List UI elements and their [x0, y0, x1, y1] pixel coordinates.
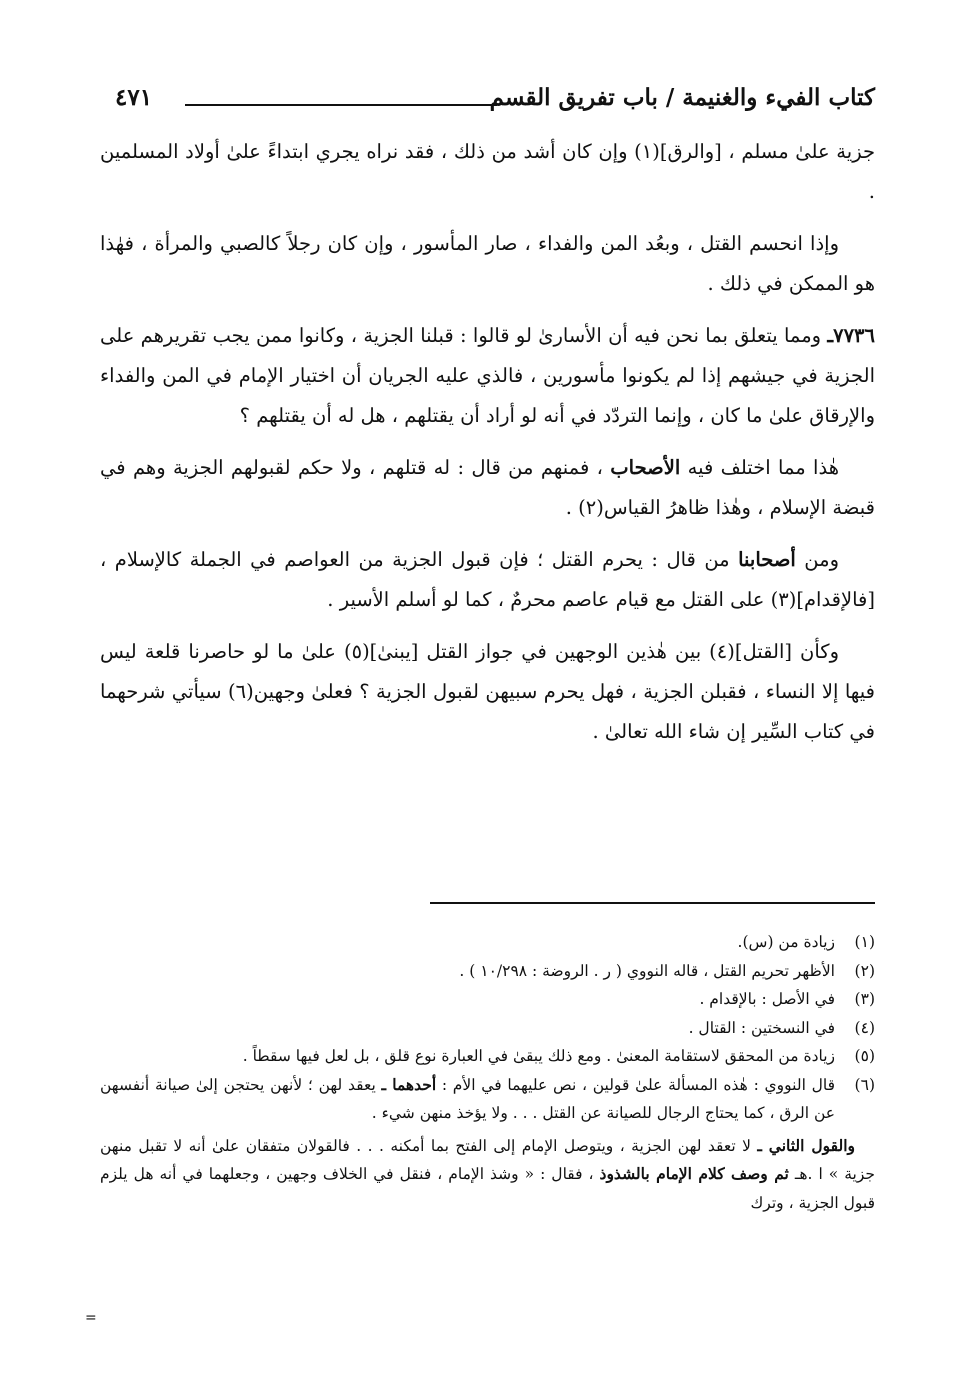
footnote-number: (٥)	[854, 1047, 875, 1065]
paragraph: ومن أصحابنا من قال : يحرم القتل ؛ فإن قبول الجزية من العواصم في الجملة كالإسلام ، [فالإقدام](٣) على القتل مع قيام عاصم محرمٌ ، كما لو أسلم الأسير .	[100, 548, 875, 611]
footnote: (٢) الأظهر تحريم القتل ، قاله النووي ( ر . الروضة : ١٠/٢٩٨ ) .	[100, 957, 875, 986]
paragraph: ٧٧٣٦ـ ومما يتعلق بما نحن فيه أن الأسارىٰ لو قالوا : قبلنا الجزية ، وكانوا ممن يجب تقريرهم على الجزية في جيشهم إذا لم يكونوا مأسورين ، فالذي عليه الجريان أن اختيار الإمام في المن والفداء والإرقاق علىٰ ما كان ، وإنما التردّد في أنه لو أراد أن يقتلهم ، هل له أن يقتلهم ؟	[100, 324, 875, 427]
header-rule	[185, 104, 497, 106]
page-number: ٤٧١	[115, 84, 153, 111]
footnote-separator	[430, 902, 875, 904]
main-text	[100, 132, 875, 764]
footnote: (٣) في الأصل : بالإقدام .	[100, 985, 875, 1014]
footnote-continuation: والقول الثاني ـ لا تعقد لهن الجزية ، ويتوصل الإمام إلى الفتح بما أمكنه . . . فالقولان متفقان علىٰ أنه لا تقبل منهن جزية » ا .هـ ثم وصف كلام الإمام بالشذوذ ، فقال : « وشذ الإمام ، فنقل في الخلاف وجهين ، وجعلهما في أنه هل يلزم قبول الجزية ، وترك	[100, 1135, 875, 1212]
page-header	[115, 82, 875, 122]
continuation-mark: =	[85, 1310, 97, 1326]
paragraph: وكأن [القتل](٤) بين هٰذين الوجهين في جواز القتل [يبنىٰ](٥) علىٰ ما لو حاصرنا قلعة ليس فيها إلا النساء ، فقبلن الجزية ، فهل يحرم سبيهن لقبول الجزية ؟ فعلىٰ وجهين(٦) سيأتي شرحهما في كتاب السِّير إن شاء الله تعالىٰ .	[100, 640, 875, 743]
footnote-number: (٦)	[854, 1075, 875, 1094]
footnote-number: (٣)	[854, 990, 875, 1008]
footnote: (١) زيادة من (س).	[100, 928, 875, 957]
footnote-number: (٢)	[854, 961, 875, 980]
footnote: (٥) زيادة من المحقق لاستقامة المعنىٰ . ومع ذلك يبقىٰ في العبارة نوع قلق ، بل لعل فيها سقطاً .	[100, 1042, 875, 1071]
footnote: (٤) في النسختين : القتال .	[100, 1014, 875, 1043]
paragraph: هٰذا مما اختلف فيه الأصحاب ، فمنهم من قال : له قتلهم ، ولا حكم لقبولهم الجزية وهم في قبضة الإسلام ، وهٰذا ظاهرُ القياس(٢) .	[100, 456, 875, 519]
footnote-number: (٤)	[854, 1018, 875, 1037]
footnotes	[100, 928, 875, 1217]
footnote-number: (١)	[854, 933, 875, 951]
paragraph: جزية علىٰ مسلم ، [والرق](١) وإن كان أشد من ذلك ، فقد نراه يجري ابتداءً علىٰ أولاد المسلمين .	[100, 140, 876, 203]
footnote: (٦) قال النووي : هٰذه المسألة علىٰ قولين ، نص عليهما في الأم : أحدهما ـ يعقد لهن ؛ لأنهن يحتجن إلىٰ صيانة أنفسهن عن الرق ، كما يحتاج الرجال للصيانة عن القتل . . . ولا يؤخذ منهن شيء .	[100, 1071, 875, 1128]
paragraph-number: ٧٧٣٦ـ	[827, 324, 875, 347]
paragraph: وإذا انحسم القتل ، وبعُد المن والفداء ، صار المأسور ، وإن كان رجلاً كالصبي والمرأة ، فهٰذا هو الممكن في ذلك .	[100, 232, 875, 295]
running-title: كتاب الفيء والغنيمة / باب تفريق القسم	[489, 84, 875, 111]
